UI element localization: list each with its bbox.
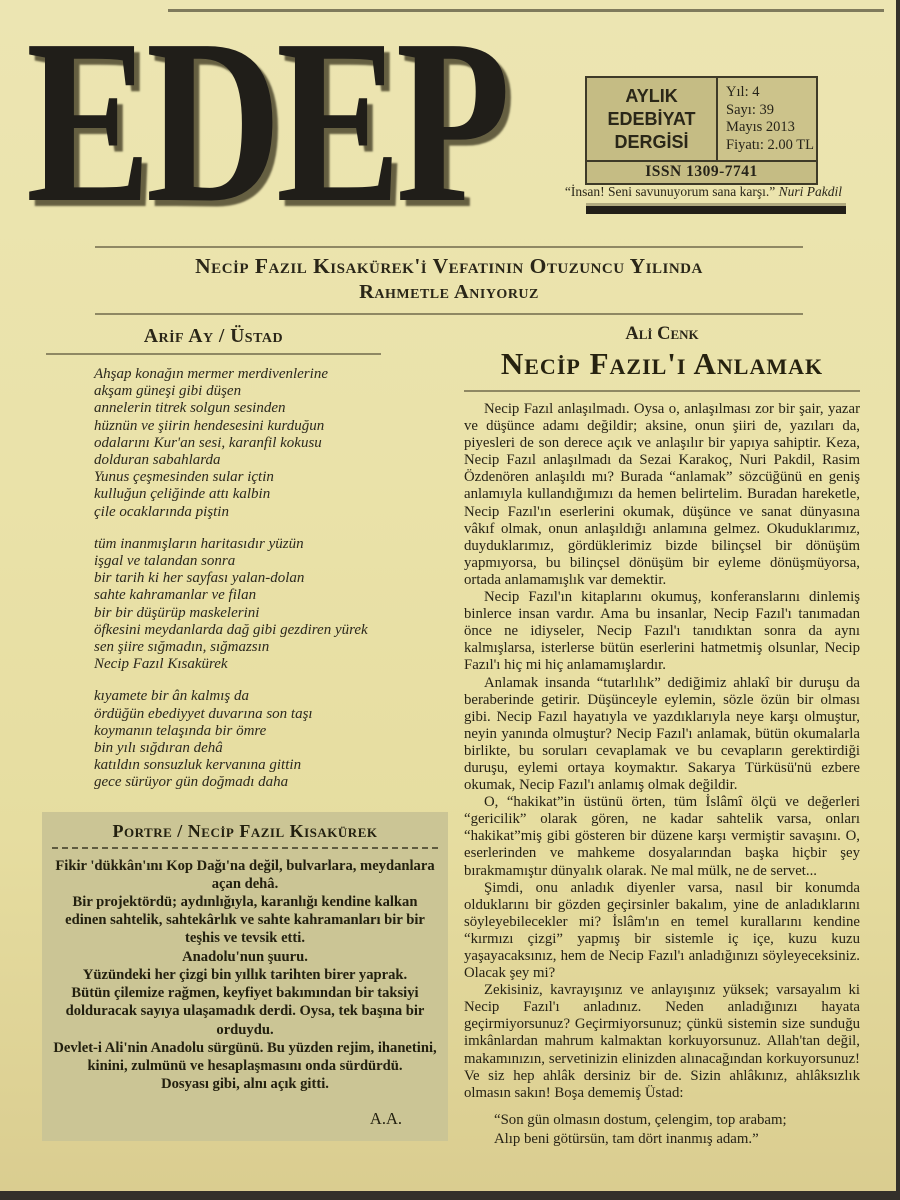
poem-stanza-1	[94, 366, 448, 521]
portre-line: Yüzündeki her çizgi bin yıllık tarihten birer yaprak.	[82, 966, 408, 983]
poem-line: akşam güneşi gibi düşen	[94, 383, 242, 400]
portre-title: Portre / Necip Fazıl Kısakürek	[52, 821, 438, 849]
article-paragraph: Necip Fazıl'ın kitaplarını okumuş, konferanslarını dinlemiş binlerce insan vardır. Ama bu insanlar, Necip Fazıl'ı tanımadan önce ne idiyseler, Necip Fazıl'ı tanıdıktan sonra da aynı kalmışlarsa, isterlerse bütün eserlerini hatmetmiş olsunlar, Necip Fazıl'ı hiç mi hiç anlamamışlardır.	[464, 589, 860, 674]
portre-signature: A.A.	[369, 1109, 402, 1129]
poem-line: ördüğün ebediyyet duvarına son taşı	[94, 705, 313, 722]
portre-line: Bütün çilemize rağmen, keyfiyet bakımından bir taksiyi dolduracak sayıya ulaşamadık derdi. Oysa, tek başına bir orduydu.	[65, 985, 425, 1038]
poem	[94, 366, 448, 792]
portre-body	[52, 857, 438, 1094]
journal-type-label: AYLIK EDEBİYAT DERGİSİ	[587, 78, 716, 160]
poem-line: gece sürüyor gün doğmadı daha	[94, 774, 289, 791]
motto-author: Nuri Pakdil	[778, 184, 842, 199]
poem-line: öfkesini meydanlarda dağ gibi gezdiren yürek	[94, 621, 368, 638]
portre-line: Bir projektördü; aydınlığıyla, karanlığı kendine kalkan edinen sahtelik, sahtekârlık ve sahte kahramanları bir bir teşhis ve tevsik etti.	[65, 894, 425, 947]
issue-meta-item: Sayı: 39	[726, 101, 774, 118]
poem-line: bir tarih ki her sayfası yalan-dolan	[94, 570, 305, 587]
poem-line: bir bir düşürüp maskelerini	[94, 604, 260, 621]
poem-heading: Arif Ay / Üstad	[46, 326, 381, 355]
article-paragraph: Necip Fazıl anlaşılmadı. Oysa o, anlaşılması zor bir şair, yazar ve düşünce adamı değildir; aksine, onun şiiri de, yazıları da, piyesleri de son derece açık ve anlaşılır bir yapıya sahiptir. Keza, Necip Fazıl anlaşılmadı da Sezai Karakoç, Nuri Pakdil, Rasim Özdenören anlaşıldı mı? Burada “anlamak” sözcüğünü en geniş anlamıyla kullandığımızı da hemen belirtelim. Buradan hareketle, Necip Fazıl'ın eserlerini okumak, düşünce ve sanat dünyasına vâkıf olmak, onun anlaşıldığı anlamına gelmez. Okuduklarımız, duyduklarımız, gördüklerimiz bizde bilinçsel bir dönüşüm yapmıyorsa, bu bilinçsel dönüşüm bir eyleme dönüşmüyorsa, ortada anlamamışlık var demektir.	[464, 401, 860, 588]
article-paragraph: Anlamak insanda “tutarlılık” dediğimiz ahlakî bir duruşu da beraberinde getirir. Düşünceyle eylemin, sözle özün bir olması gibi. Necip Fazıl hayatıyla ve yazdıklarıyla neye karşı olmuştur, neyin yanında olmuştur? Necip Fazıl'ı anlamak, bütün okumalarla birlikte, bu soruları cevaplamak ve bu cevapların gerektirdiği duruşu, eylemi ortaya koymaktır. Sakarya Türküsü'nü ezbere okumak, Necip Fazıl'ı anlamış olmak değildir.	[464, 674, 860, 794]
poem-line: dolduran sabahlarda	[94, 452, 221, 469]
article-author: Ali Cenk	[625, 324, 699, 344]
poem-line: odalarını Kur'an sesi, karanfil kokusu	[94, 434, 322, 451]
poem-line: sen şiire sığmadın, sığmazsın	[94, 639, 270, 656]
portre-box	[42, 812, 448, 1142]
banner-line-2: Rahmetle Anıyoruz	[359, 281, 539, 303]
poem-line: tüm inanmışların haritasıdır yüzün	[94, 535, 304, 552]
motto-line	[565, 184, 842, 200]
motto-text: “İnsan! Seni savunuyorum sana karşı.”	[564, 184, 776, 199]
portre-line: Dosyası gibi, alnı açık gitti.	[161, 1076, 329, 1093]
poem-stanza-2	[94, 536, 448, 674]
poem-line: kulluğun çeliğinde attı kalbin	[94, 486, 271, 503]
issue-meta-item: Yıl: 4	[726, 84, 760, 100]
right-column	[464, 318, 860, 1149]
couplet-line: “Son gün olmasın dostum, çelengim, top arabam;	[494, 1111, 787, 1128]
portre-line: Anadolu'nun şuuru.	[182, 948, 308, 965]
article-paragraph: O, “hakikat”in üstünü örten, tüm İslâmî ölçü ve değerleri “gericilik” olarak gören, ne kadar sahtelik varsa, onları “hakikat”miş gibi gösteren bir düzene karşı vermiştir savaşını. O, eserlerinden ve mahkeme dosyalarından başka hiçbir şey bırakmamıştır dünyalık olarak. Ne mal mülk, ne de servet...	[464, 794, 860, 879]
masthead-thick-rule	[586, 206, 846, 214]
poem-line: katıldın sonsuzluk kervanına gittin	[94, 757, 302, 774]
poem-line: hüznün ve şiirin hendesesini kurduğun	[94, 417, 325, 434]
portre-line: Devlet-i Ali'nin Anadolu sürgünü. Bu yüzden rejim, ihanetini, kinini, zulmünü ve hesaplaşmasını onda sürdürdü.	[53, 1039, 437, 1074]
closing-couplet	[494, 1111, 860, 1149]
article-paragraph: Zekisiniz, kavrayışınız ve anlayışınız yüksek; varsayalım ki Necip Fazıl'ı anladınız. Neden anladığınızı hayata geçirmiyorsunuz? Geçirmiyorsunuz; çünkü sistemin size sunduğu imkânlardan mahrum kalmaktan korkuyorsunuz. Allah'tan değil, makamınızın, servetinizin elinizden alınacağından korkuyorsunuz! Ve siz hep ahlâk dersiniz bir de. Sizin ahlâkınız, ahlâksızlık olmasın sakın! Boşa dememiş Üstad:	[464, 982, 860, 1101]
issue-info-box	[585, 76, 818, 185]
article-body	[464, 401, 860, 1102]
magazine-logo: EDEP	[26, 0, 505, 251]
poem-line: Ahşap konağın mermer merdivenlerine	[94, 366, 328, 382]
poem-line: işgal ve talandan sonra	[94, 553, 236, 570]
poem-stanza-3	[94, 688, 448, 791]
banner-line-1: Necip Fazıl Kısakürek'i Vefatının Otuzuncu Yılında	[195, 254, 703, 278]
poem-line: bin yılı sığdıran dehâ	[94, 740, 223, 757]
issue-meta-item: Fiyatı: 2.00 TL	[726, 136, 814, 153]
commemoration-banner	[95, 246, 803, 315]
poem-line: koymanın telaşında bir ömre	[94, 722, 267, 739]
poem-line: kıyamete bir ân kalmış da	[94, 688, 249, 705]
article-paragraph: Şimdi, onu anladık diyenler varsa, nasıl bir konumda olduklarını bir gözden geçirsinler bakalım, yine de anladıklarını söyleyebilecekler mi? İslâm'ın en temel kurallarını kendine “kırmızı çizgi” yapmış bir sistemle iç içe, kuzu kuzu yaşayacaksınız, hem de Necip Fazıl'ı anladığınızı söyleyeceksiniz. Olacak şey mi?	[464, 879, 860, 982]
issue-meta-list	[716, 78, 816, 160]
issue-meta-item: Mayıs 2013	[726, 119, 795, 135]
portre-line: Fikir 'dükkân'ını Kop Dağı'na değil, bulvarlara, meydanlara açan dehâ.	[55, 857, 435, 892]
couplet-line: Alıp beni götürsün, tam dört inanmış adam.”	[494, 1130, 759, 1147]
poem-line: Necip Fazıl Kısakürek	[94, 656, 228, 673]
poem-line: Yunus çeşmesinden sular içtin	[94, 469, 274, 486]
issue-info-main	[585, 76, 818, 160]
poem-line: sahte kahramanlar ve filan	[94, 587, 257, 604]
left-column	[42, 318, 448, 1149]
content-columns	[42, 318, 860, 1149]
poem-line: çile ocaklarında piştin	[94, 503, 229, 520]
poem-line: annelerin titrek solgun sesinden	[94, 400, 286, 417]
issn-label: ISSN 1309-7741	[585, 160, 818, 185]
article-title: Necip Fazıl'ı Anlamak	[464, 346, 860, 392]
